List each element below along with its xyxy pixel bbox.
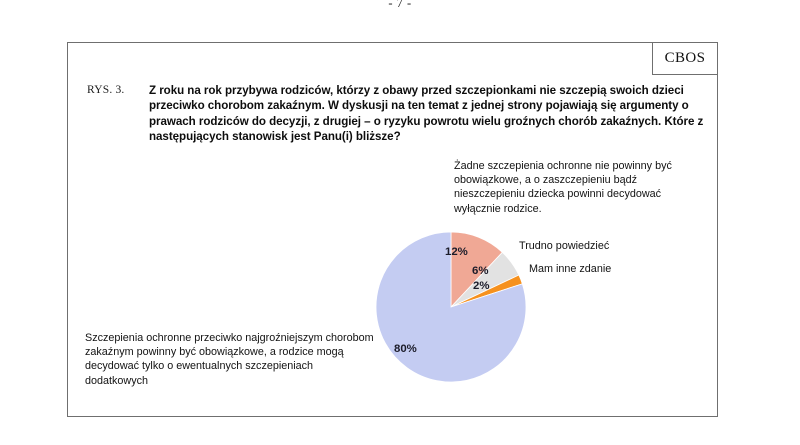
pie-category-label: Żadne szczepienia ochronne nie powinny być obowiązkowe, a o zaszczepieniu bądź nieszczepieniu dziecka powinni decydować wyłącznie rodzice. <box>454 160 672 215</box>
pie-value-label: 80% <box>394 343 417 355</box>
figure-frame <box>67 42 718 417</box>
question-text: Z roku na rok przybywa rodziców, którzy z obawy przed szczepionkami nie szczepią swoich dzieci przeciwko chorobom zakaźnym. W dyskusji na ten temat z jednej strony pojawiają się argumenty o prawach rodziców do decyzji, z drugiej – o ryzyku powrotu wielu groźnych chorób zakaźnych. Które z następujących stanowisk jest Panu(i) bliższe? <box>149 84 704 144</box>
pie-value-label: 2% <box>473 280 490 292</box>
pie-value-label: 12% <box>445 246 468 258</box>
pie-value-label: 6% <box>472 265 489 277</box>
cbos-label: CBOS <box>664 50 706 66</box>
page-number: - 7 - <box>388 0 412 10</box>
pie-category-label: Mam inne zdanie <box>529 263 612 275</box>
pie-category-label: Trudno powiedzieć <box>519 240 610 252</box>
pie-category-label: Szczepienia ochronne przeciwko najgroźniejszym chorobom zakaźnym powinny być obowiązkowe, a rodzice mogą decydować tylko o ewentualnych szczepieniach dodatkowych <box>85 332 374 387</box>
figure-number-label: RYS. 3. <box>87 84 125 96</box>
pie-chart <box>68 43 719 418</box>
